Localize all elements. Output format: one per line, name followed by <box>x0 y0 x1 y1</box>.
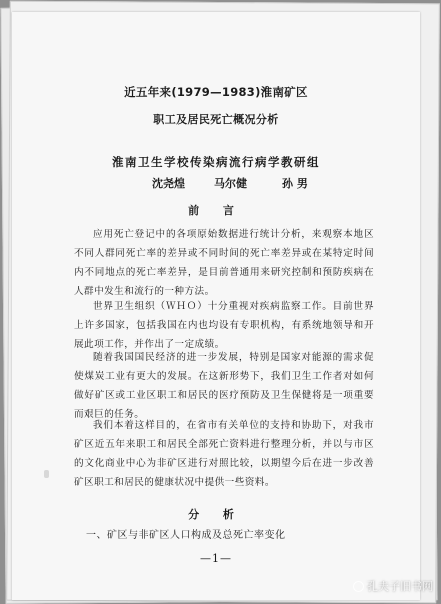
paragraph-1: 应用死亡登记中的各项原始数据进行统计分析，来观察本地区不同人群同死亡率的差异或不同时间的死亡率差异或在某特定时间内不同地点的死亡率差异，是目前普通用来研究控制和预防疾病在人群中发生和流行的一种方法。 <box>74 229 374 297</box>
staple-mark <box>44 470 49 478</box>
paragraph-3: 随着我国国民经济的进一步发展，特别是国家对能源的需求促使煤炭工业有更大的发展。在这新形势下，我们卫生工作者对如何做好矿区或工业区职工和居民的医疗预防及卫生保健将是一项重要而艰巨的任务。 <box>74 352 374 420</box>
title-line-2: 职工及居民死亡概况分析 <box>153 113 279 126</box>
author-3: 孙 男 <box>282 177 308 190</box>
author-1: 沈尧煌 <box>152 177 185 190</box>
author-2: 马尔健 <box>214 177 247 190</box>
organization: 淮南卫生学校传染病流行病学教研组 <box>112 155 320 169</box>
watermark-logo-icon <box>353 581 364 592</box>
watermark-text: 孔夫子旧书网 <box>367 580 433 593</box>
section-heading: 一、矿区与非矿区人口构成及总死亡率变化 <box>86 530 286 541</box>
document-page <box>12 12 420 600</box>
title-line-1: 近五年来(1979—1983)淮南矿区 <box>124 85 308 99</box>
preface-heading: 前 言 <box>188 204 244 217</box>
analysis-heading: 分 析 <box>188 508 244 521</box>
watermark <box>353 578 433 594</box>
paragraph-4: 我们本着这样目的，在省市有关单位的支持和协助下，对我市矿区近五年来职工和居民全部死亡资料进行整理分析，并以与市区的文化商业中心为非矿区进行对照比较，以期望今后在进一步改善矿区职工和居民的健康状况中提供一些资料。 <box>74 420 374 488</box>
paragraph-2: 世界卫生组织（ＷＨＯ）十分重视对疾病监察工作。目前世界上许多国家，包括我国在内也均设有专职机构，有系统地领导和开展此项工作，并作出了一定成绩。 <box>74 301 374 350</box>
page-number: —1— <box>200 552 232 565</box>
